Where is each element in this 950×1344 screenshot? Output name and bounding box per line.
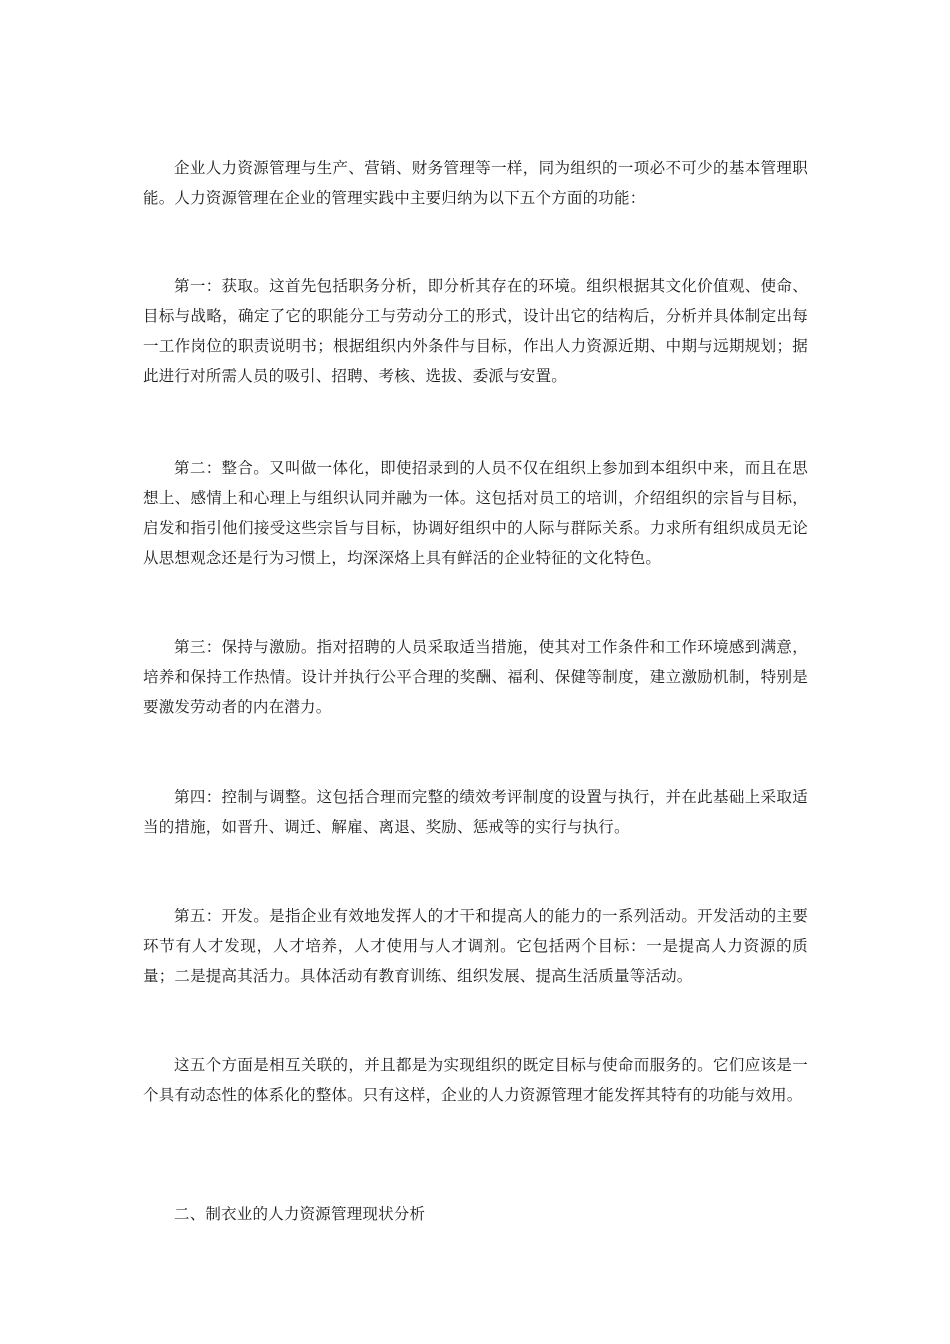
intro-paragraph: 企业人力资源管理与生产、营销、财务管理等一样，同为组织的一项必不可少的基本管理职能。人力资源管理在企业的管理实践中主要归纳为以下五个方面的功能： — [143, 159, 808, 207]
function-integration-paragraph: 第二：整合。又叫做一体化，即使招录到的人员不仅在组织上参加到本组织中来，而且在思想上、感情上和心理上与组织认同并融为一体。这包括对员工的培训，介绍组织的宗旨与目标，启发和指引他们接受这些宗旨与目标，协调好组织中的人际与群际关系。力求所有组织成员无论从思想观念还是行为习惯上，均深深烙上具有鲜活的企业特征的文化特色。 — [143, 459, 808, 567]
function-motivation-paragraph: 第三：保持与激励。指对招聘的人员采取适当措施，使其对工作条件和工作环境感到满意，培养和保持工作热情。设计并执行公平合理的奖酬、福利、保健等制度，建立激励机制，特别是要激发劳动者的内在潜力。 — [143, 638, 808, 716]
function-acquisition-paragraph: 第一：获取。这首先包括职务分析，即分析其存在的环境。组织根据其文化价值观、使命、目标与战略，确定了它的职能分工与劳动分工的形式，设计出它的结构后，分析并具体制定出每一工作岗位的职责说明书；根据组织内外条件与目标，作出人力资源近期、中期与远期规划；据此进行对所需人员的吸引、招聘、考核、选拔、委派与安置。 — [143, 277, 808, 385]
function-control-paragraph: 第四：控制与调整。这包括合理而完整的绩效考评制度的设置与执行，并在此基础上采取适当的措施，如晋升、调迁、解雇、离退、奖励、惩戒等的实行与执行。 — [143, 788, 808, 836]
summary-paragraph: 这五个方面是相互关联的，并且都是为实现组织的既定目标与使命而服务的。它们应该是一个具有动态性的体系化的整体。只有这样，企业的人力资源管理才能发挥其特有的功能与效用。 — [143, 1056, 808, 1104]
section-heading: 二、制衣业的人力资源管理现状分析 — [174, 1205, 426, 1223]
function-development-paragraph: 第五：开发。是指企业有效地发挥人的才干和提高人的能力的一系列活动。开发活动的主要环节有人才发现，人才培养，人才使用与人才调剂。它包括两个目标：一是提高人力资源的质量；二是提高其活力。具体活动有教育训练、组织发展、提高生活质量等活动。 — [143, 907, 808, 985]
